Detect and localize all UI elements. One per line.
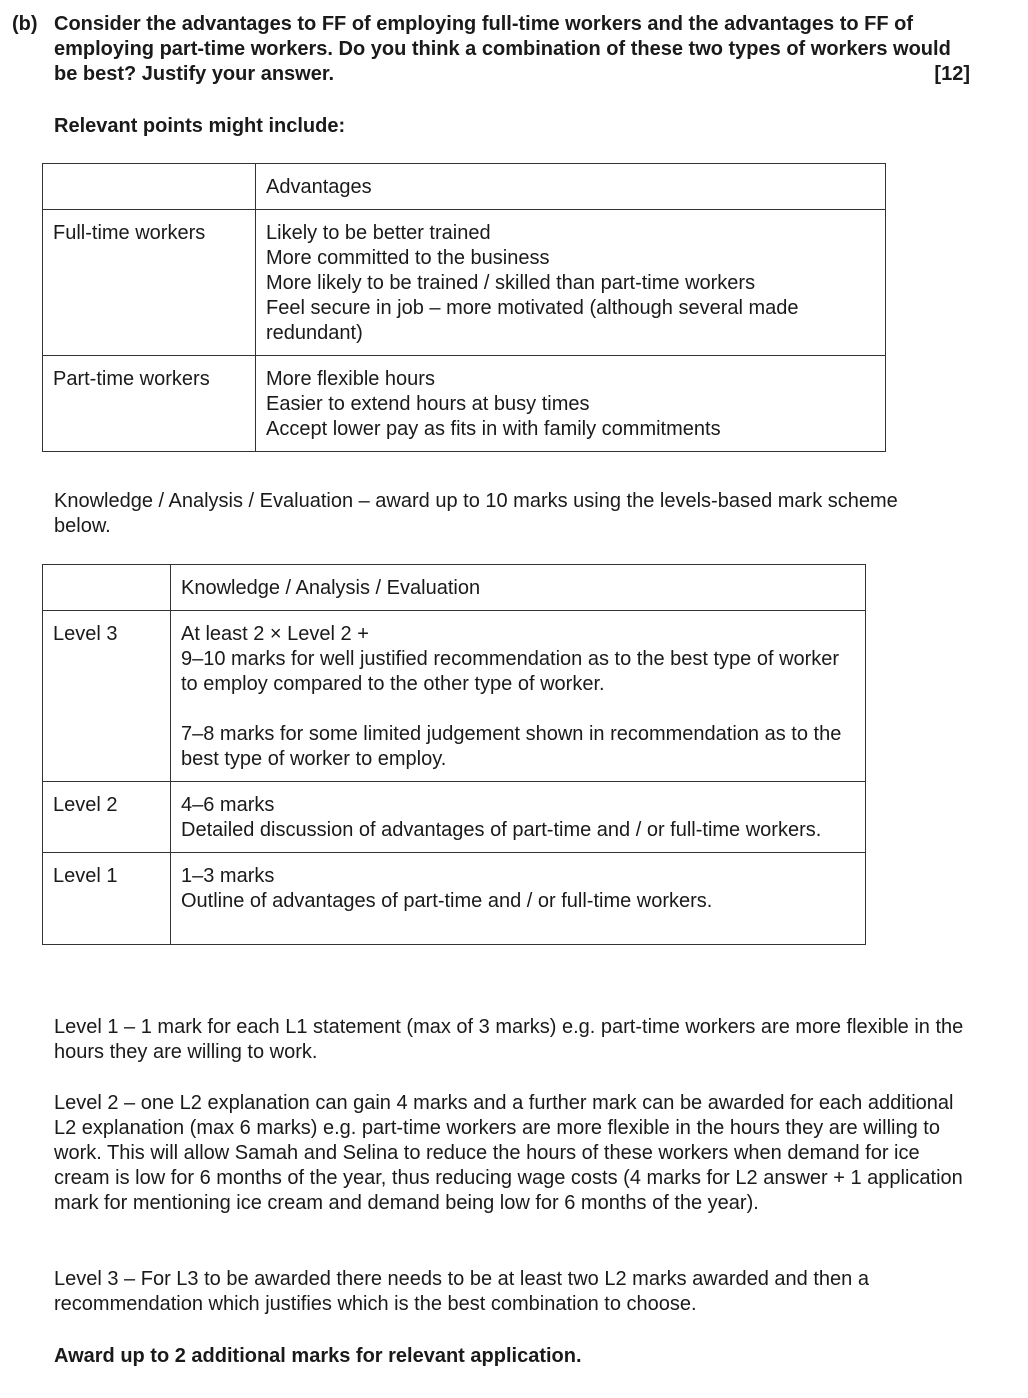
advantage-item: More committed to the business [266, 247, 550, 269]
level-line: 1–3 marks [181, 865, 275, 887]
advantages-table-header: Advantages [256, 164, 886, 210]
final-note: Award up to 2 additional marks for relevant application. [54, 1345, 582, 1367]
advantages-cell [256, 210, 886, 356]
advantages-table-corner-cell [43, 164, 256, 210]
question-label: (b) [12, 13, 38, 35]
table-row [43, 853, 866, 945]
advantage-item: Feel secure in job – more motivated (although several made redundant) [266, 297, 799, 344]
advantage-item: More likely to be trained / skilled than part-time workers [266, 272, 756, 294]
spacer [181, 697, 855, 722]
level-description [171, 782, 866, 853]
level-description [171, 611, 866, 782]
level-line: Detailed discussion of advantages of part-time and / or full-time workers. [181, 819, 822, 841]
advantage-item: More flexible hours [266, 368, 435, 390]
row-label: Full-time workers [43, 210, 256, 356]
table-row [43, 782, 866, 853]
kae-intro: Knowledge / Analysis / Evaluation – award up to 10 marks using the levels-based mark scheme below. [54, 490, 898, 537]
level-line: 7–8 marks for some limited judgement shown in recommendation as to the best type of worker to employ. [181, 723, 842, 770]
advantages-table [42, 163, 886, 452]
level-label: Level 1 [43, 853, 171, 945]
advantage-item: Easier to extend hours at busy times [266, 393, 590, 415]
level-3-note: Level 3 – For L3 to be awarded there needs to be at least two L2 marks awarded and then a recommendation which justifies which is the best combination to choose. [54, 1268, 869, 1315]
relevant-points-heading: Relevant points might include: [54, 115, 346, 137]
advantages-table-header-row [43, 164, 886, 210]
level-line: 9–10 marks for well justified recommendation as to the best type of worker to employ compared to the other type of worker. [181, 648, 840, 695]
table-row [43, 611, 866, 782]
advantages-cell [256, 356, 886, 452]
level-label: Level 3 [43, 611, 171, 782]
level-line: At least 2 × Level 2 + [181, 623, 369, 645]
level-1-note: Level 1 – 1 mark for each L1 statement (max of 3 marks) e.g. part-time workers are more flexible in the hours they are willing to work. [54, 1016, 964, 1063]
levels-table-header-row [43, 565, 866, 611]
row-label: Part-time workers [43, 356, 256, 452]
question-marks: [12] [934, 63, 970, 85]
advantage-item: Accept lower pay as fits in with family commitments [266, 418, 721, 440]
table-row [43, 210, 886, 356]
advantage-item: Likely to be better trained [266, 222, 491, 244]
level-label: Level 2 [43, 782, 171, 853]
level-line: Outline of advantages of part-time and / or full-time workers. [181, 890, 713, 912]
level-description [171, 853, 866, 945]
levels-table [42, 564, 866, 945]
level-line: 4–6 marks [181, 794, 275, 816]
levels-table-corner-cell [43, 565, 171, 611]
question-text: Consider the advantages to FF of employing full-time workers and the advantages to FF of employing part-time workers. Do you think a combination of these two types of workers would be best? Justify your answer. [54, 13, 951, 85]
levels-table-header: Knowledge / Analysis / Evaluation [171, 565, 866, 611]
question [12, 12, 970, 87]
table-row [43, 356, 886, 452]
level-2-note: Level 2 – one L2 explanation can gain 4 marks and a further mark can be awarded for each additional L2 explanation (max 6 marks) e.g. part-time workers are more flexible in the hours they are willing to work. This will allow Samah and Selina to reduce the hours of these workers when demand for ice cream is low for 6 months of the year, thus reducing wage costs (4 marks for L2 answer + 1 application mark for mentioning ice cream and demand being low for 6 months of the year). [54, 1092, 963, 1214]
